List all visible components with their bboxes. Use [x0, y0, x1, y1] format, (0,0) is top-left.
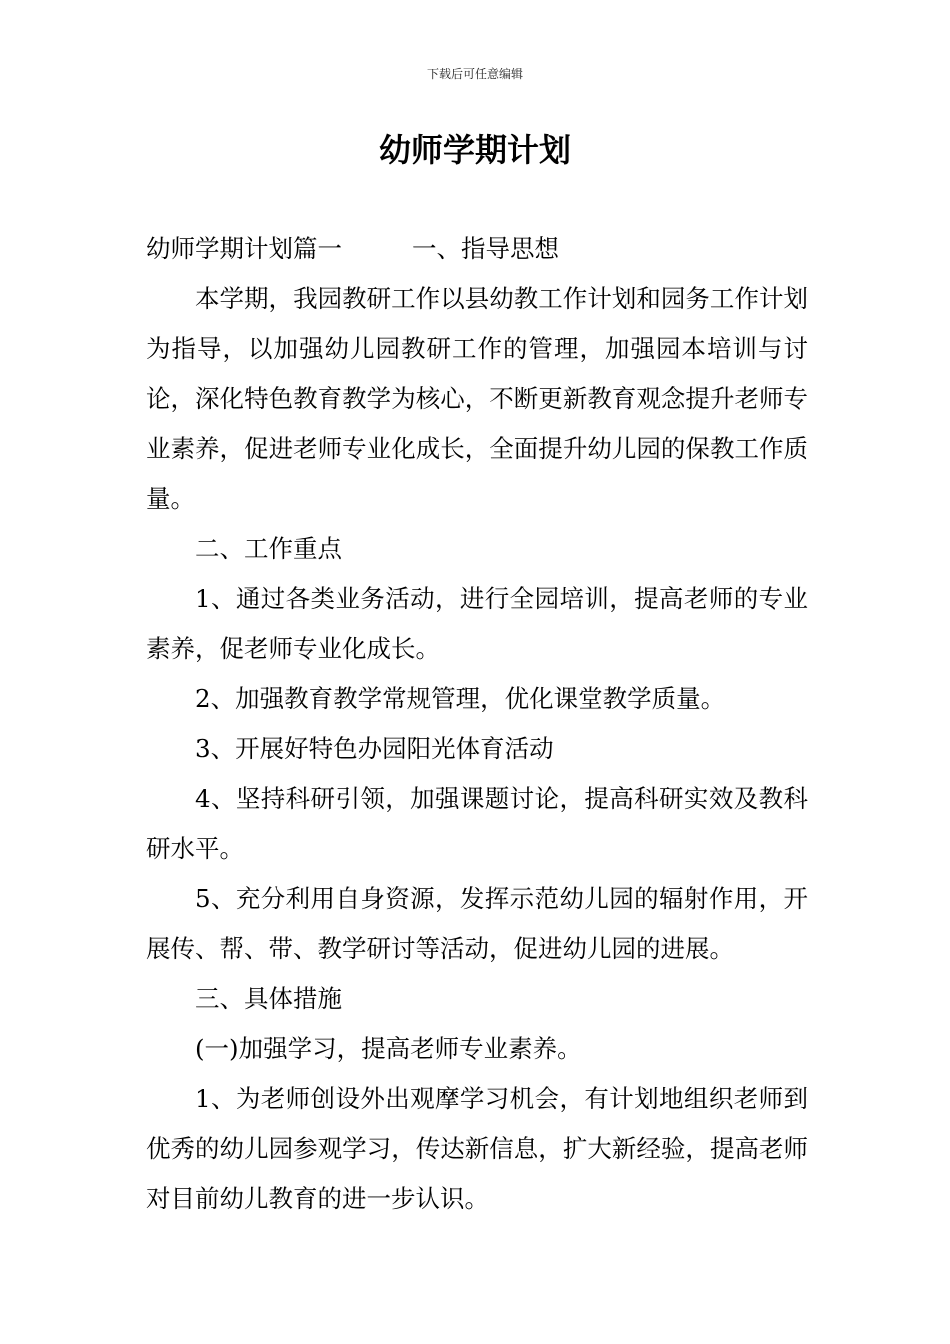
header-note: 下载后可任意编辑: [426, 67, 523, 81]
document-body: [146, 224, 808, 1224]
section-label: 幼师学期计划篇一: [146, 234, 342, 263]
paragraph-focus-2: 2、加强教育教学常规管理，优化课堂教学质量。: [195, 684, 726, 713]
paragraph-focus-1: 1、通过各类业务活动，进行全园培训，提高老师的专业素养，促老师专业化成长。: [146, 584, 808, 663]
paragraph-focus-3: 3、开展好特色办园阳光体育活动: [195, 734, 554, 763]
paragraph-guiding-thought: 本学期，我园教研工作以县幼教工作计划和园务工作计划为指导，以加强幼儿园教研工作的管理，加强园本培训与讨论，深化特色教育教学为核心，不断更新教育观念提升老师专业素养，促进老师专业化成长，全面提升幼儿园的保教工作质量。: [146, 284, 808, 513]
paragraph-focus-4: 4、坚持科研引领，加强课题讨论，提高科研实效及教科研水平。: [146, 784, 808, 863]
subheading-study: (一)加强学习，提高老师专业素养。: [195, 1034, 582, 1063]
document-title: 幼师学期计划: [378, 131, 571, 169]
section-heading: 一、指导思想: [412, 234, 559, 263]
heading-measures: 三、具体措施: [195, 984, 342, 1013]
heading-work-focus: 二、工作重点: [195, 534, 342, 563]
paragraph-focus-5: 5、充分利用自身资源，发挥示范幼儿园的辐射作用，开展传、帮、带、教学研讨等活动，促进幼儿园的进展。: [146, 884, 808, 963]
paragraph-measure-1: 1、为老师创设外出观摩学习机会，有计划地组织老师到优秀的幼儿园参观学习，传达新信息，扩大新经验，提高老师对目前幼儿教育的进一步认识。: [146, 1084, 808, 1213]
intro-line: [146, 224, 808, 274]
